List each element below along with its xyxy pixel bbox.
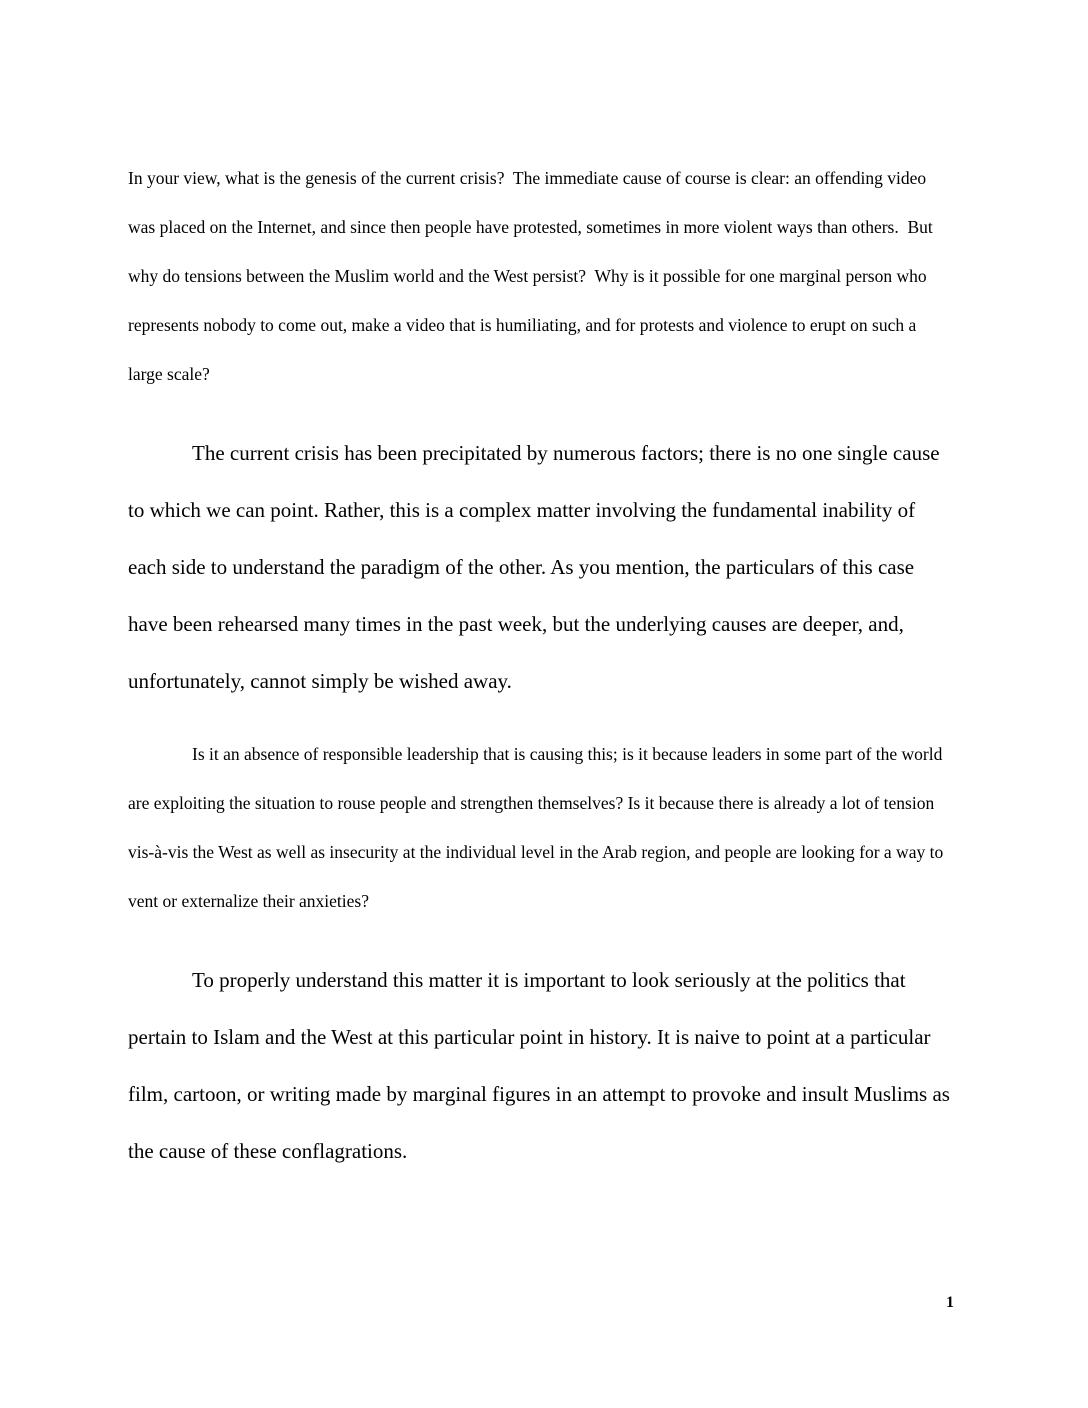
page-number: 1 <box>946 1294 954 1311</box>
interview-answer-1: The current crisis has been precipitated by numerous factors; there is no one single cause to which we can point. Rather, this is a complex matter involving the fundamental inability of each side to understand the paradigm of the other. As you mention, the particulars of this case have been rehearsed many times in the past week, but the underlying causes are deeper, and, unfortunately, cannot simply be wished away. <box>128 441 945 693</box>
interview-answer-2: To properly understand this matter it is important to look seriously at the politics that pertain to Islam and the West at this particular point in history. It is naive to point at a particular film, cartoon, or writing made by marginal figures in an attempt to provoke and insult Muslims as the cause of these conflagrations. <box>128 968 956 1163</box>
document-body <box>128 154 956 1200</box>
interview-question-1: In your view, what is the genesis of the current crisis? The immediate cause of course is clear: an offending video was placed on the Internet, and since then people have protested, sometimes in more violent ways than others. But why do tensions between the Muslim world and the West persist? Why is it possible for one marginal person who represents nobody to come out, make a video that is humiliating, and for protests and violence to erupt on such a large scale? <box>128 168 938 384</box>
interview-question-2: Is it an absence of responsible leadership that is causing this; is it because leaders in some part of the world are exploiting the situation to rouse people and strengthen themselves? Is it because there is already a lot of tension vis-à-vis the West as well as insecurity at the individual level in the Arab region, and people are looking for a way to vent or externalize their anxieties? <box>128 744 948 911</box>
